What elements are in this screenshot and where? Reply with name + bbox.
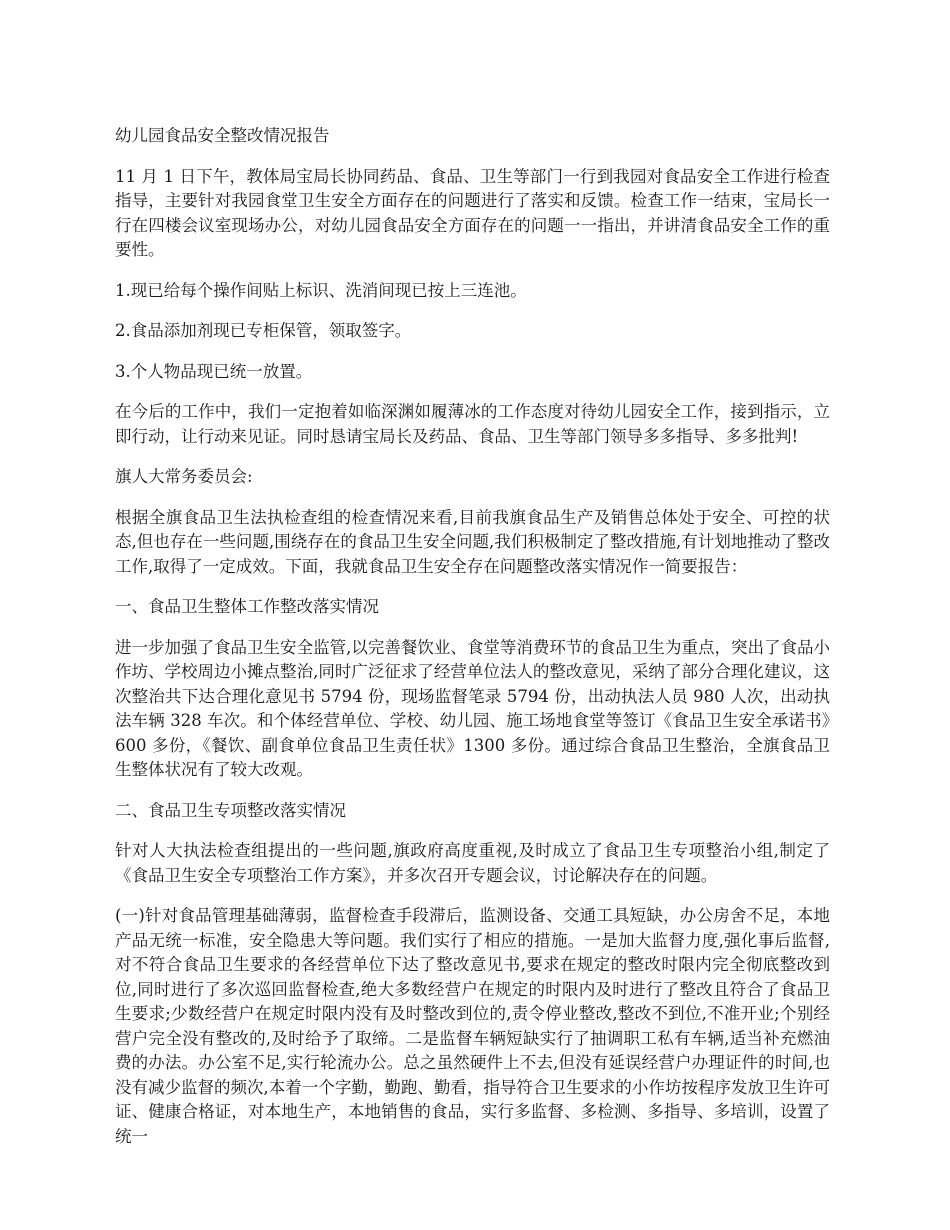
- list-item-2: 2.食品添加剂现已专柜保管，领取签字。: [115, 321, 412, 340]
- list-item-3: 3.个人物品现已统一放置。: [115, 361, 313, 381]
- paragraph-intro: 11 月 1 日下午，教体局宝局长协同药品、食品、卫生等部门一行到我园对食品安全工作进行检查指导，主要针对我园食堂卫生安全方面存在的问题进行了落实和反馈。检查工作一结束，宝局长一行在四楼会议室现场办公，对幼儿园食品安全方面存在的问题一一指出，并讲清食品安全工作的重要性。: [115, 166, 830, 259]
- salutation: 旗人大常务委员会:: [115, 467, 253, 486]
- section-heading-2: 二、食品卫生专项整改落实情况: [115, 800, 346, 820]
- paragraph-section-1: 进一步加强了食品卫生安全监管,以完善餐饮业、食堂等消费环节的食品卫生为重点，突出了食品小作坊、学校周边小摊点整治,同时广泛征求了经营单位法人的整改意见，采纳了部分合理化建议，这次整治共下达合理化意见书 5794 份，现场监督笔录 5794 份，出动执法人员 980 人次，出动执法车辆 328 车次。和个体经营单位、学校、幼儿园、施工场地食堂等签订《食品卫生安全承诺书》600 多份，《餐饮、副食单位食品卫生责任状》1300 多份。通过综合食品卫生整治，全旗食品卫生整体状况有了较大改观。: [115, 637, 830, 779]
- document-title: 幼儿园食品安全整改情况报告: [115, 126, 330, 145]
- section-heading-1: 一、食品卫生整体工作整改落实情况: [115, 597, 379, 616]
- paragraph-commitment: 在今后的工作中，我们一定抱着如临深渊如履薄冰的工作态度对待幼儿园安全工作，接到指示，立即行动，让行动来见证。同时恳请宝局长及药品、食品、卫生等部门领导多多指导、多多批判!: [115, 402, 830, 446]
- paragraph-section-2: 针对人大执法检查组提出的一些问题,旗政府高度重视,及时成立了食品卫生专项整治小组,制定了《食品卫生安全专项整治工作方案》，并多次召开专题会议，讨论解决存在的问题。: [115, 841, 830, 885]
- paragraph-subsection-1: (一)针对食品管理基础薄弱，监督检查手段滞后，监测设备、交通工具短缺，办公房舍不足，本地产品无统一标准，安全隐患大等问题。我们实行了相应的措施。一是加大监督力度,强化事后监督,对不符合食品卫生要求的各经营单位下达了整改意见书,要求在规定的整改时限内完全彻底整改到位,同时进行了多次巡回监督检查,绝大多数经营户在规定的时限内及时进行了整改且符合了食品卫生要求;少数经营户在规定时限内没有及时整改到位的,责令停业整改,整改不到位,不准开业;个别经营户完全没有整改的,及时给予了取缔。二是监督车辆短缺实行了抽调职工私有车辆,适当补充燃油费的办法。办公室不足,实行轮流办公。总之虽然硬件上不去,但没有延误经营户办理证件的时间,也没有减少监督的频次,本着一个字勤，勤跑、勤看，指导符合卫生要求的小作坊按程序发放卫生许可证、健康合格证，对本地生产，本地销售的食品，实行多监督、多检测、多指导、多培训，设置了统一: [115, 906, 830, 1146]
- paragraph-overview: 根据全旗食品卫生法执检查组的检查情况来看,目前我旗食品生产及销售总体处于安全、可控的状态,但也存在一些问题,围绕存在的食品卫生安全问题,我们积极制定了整改措施,有计划地推动了整改工作,取得了一定成效。下面，我就食品卫生安全存在问题整改落实情况作一简要报告：: [115, 507, 830, 576]
- list-item-1: 1.现已给每个操作间贴上标识、洗消间现已按上三连池。: [115, 280, 527, 300]
